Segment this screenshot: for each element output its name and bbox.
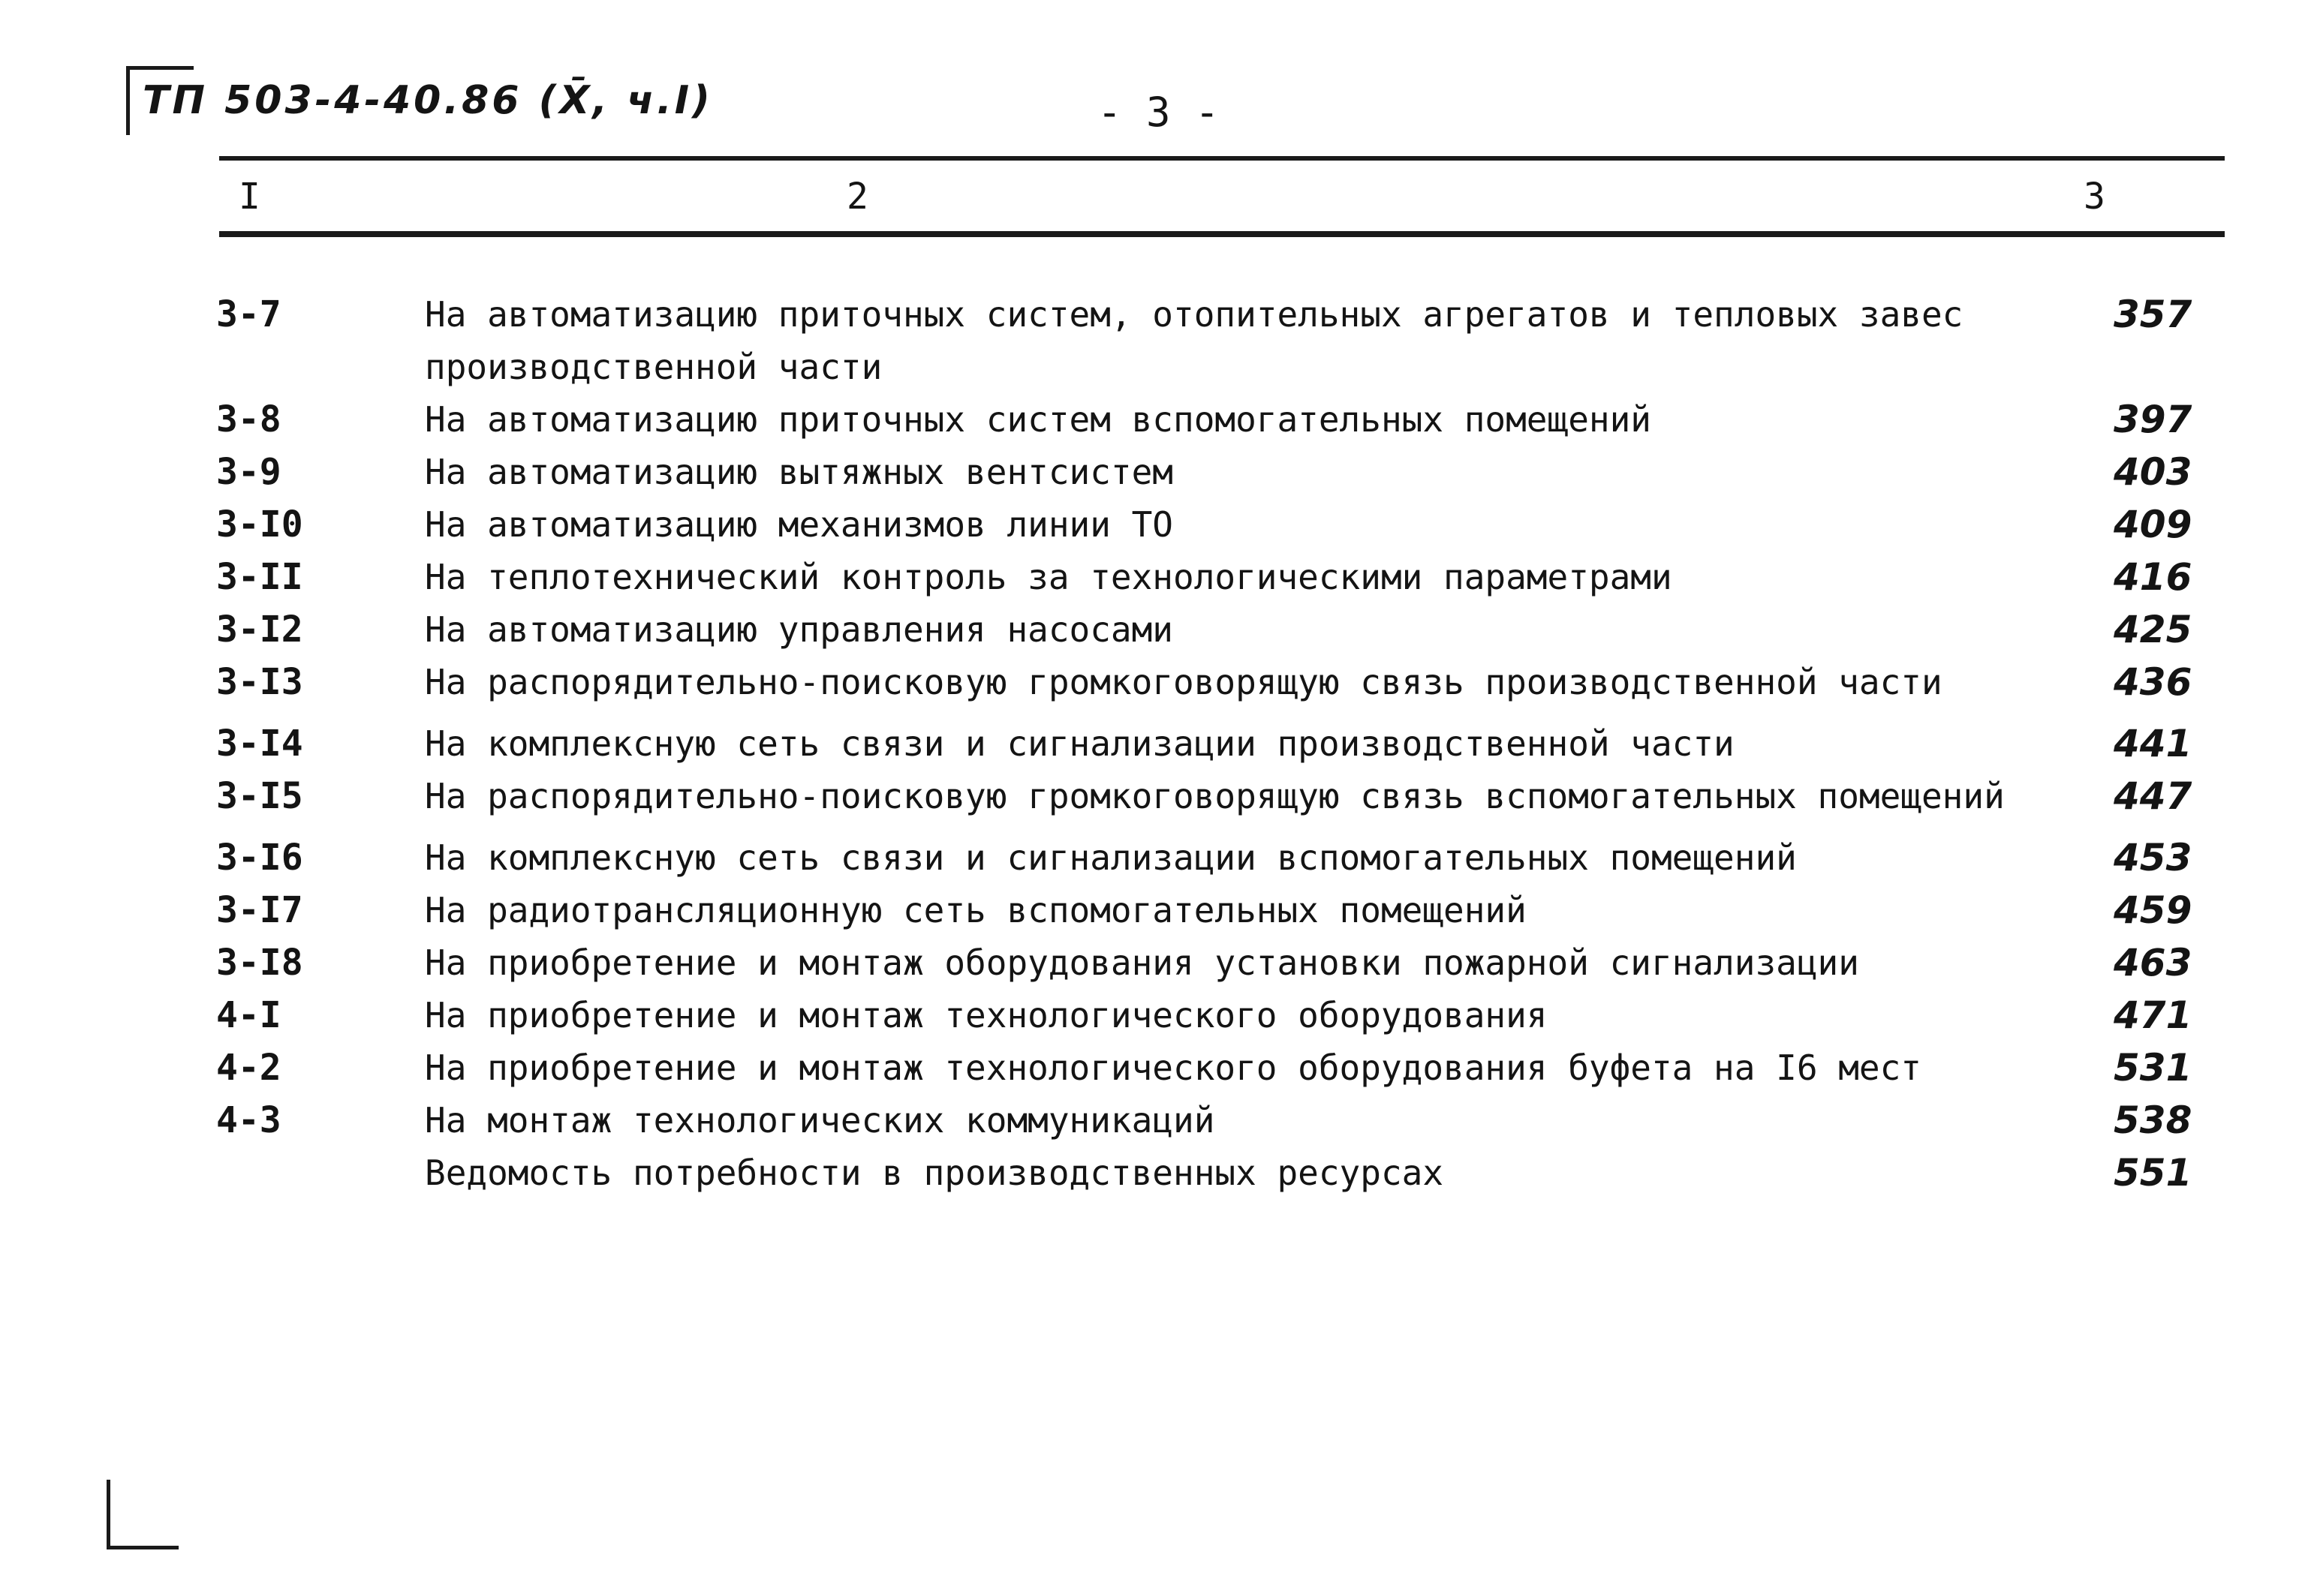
section-number: 3-II bbox=[216, 556, 303, 598]
section-title: На монтаж технологических коммуникаций bbox=[425, 1100, 1215, 1141]
toc-row bbox=[0, 770, 2305, 831]
document-code: ТП 503-4-40.86 (X̄, ч.I) bbox=[143, 78, 713, 123]
section-title: На теплотехнический контроль за технологическими параметрами bbox=[425, 557, 1672, 597]
section-number bbox=[0, 1147, 425, 1199]
section-number: 3-I0 bbox=[216, 503, 303, 546]
corner-mark-top-vertical bbox=[126, 66, 130, 135]
section-page: 471 bbox=[2114, 993, 2192, 1037]
toc-row bbox=[0, 831, 2305, 884]
section-page: 447 bbox=[2114, 774, 2192, 818]
toc-row bbox=[0, 603, 2305, 656]
section-page: 531 bbox=[2114, 1046, 2192, 1090]
section-page: 459 bbox=[2114, 888, 2192, 932]
section-title: На комплексную сеть связи и сигнализации производственной части bbox=[425, 723, 1735, 764]
section-number: 3-7 bbox=[216, 293, 281, 335]
section-number: 3-I5 bbox=[216, 775, 303, 817]
corner-mark-top-horizontal bbox=[126, 66, 194, 70]
column-header-1: I bbox=[239, 176, 260, 218]
section-number: 3-I6 bbox=[216, 837, 303, 879]
section-number: 4-3 bbox=[216, 1099, 281, 1141]
section-number: 3-I2 bbox=[216, 609, 303, 651]
section-number: 3-9 bbox=[216, 451, 281, 493]
section-page: 453 bbox=[2114, 836, 2192, 879]
toc-row bbox=[0, 989, 2305, 1041]
section-title: На радиотрансляционную сеть вспомогательных помещений bbox=[425, 890, 1527, 930]
toc-row bbox=[0, 446, 2305, 498]
section-page: 409 bbox=[2114, 503, 2192, 546]
page-number: - 3 - bbox=[1097, 89, 1220, 136]
section-title: Ведомость потребности в производственных ресурсах bbox=[425, 1153, 1444, 1193]
section-page: 357 bbox=[2114, 293, 2192, 336]
toc-row bbox=[0, 656, 2305, 717]
section-page: 425 bbox=[2114, 608, 2192, 651]
section-title: На приобретение и монтаж технологического оборудования bbox=[425, 995, 1548, 1035]
toc-row bbox=[0, 884, 2305, 936]
section-title: На приобретение и монтаж оборудования установки пожарной сигнализации bbox=[425, 942, 1859, 983]
section-number: 4-I bbox=[216, 994, 281, 1036]
section-title: На автоматизацию механизмов линии ТО bbox=[425, 504, 1173, 545]
section-title: На автоматизацию управления насосами bbox=[425, 609, 1173, 650]
table-header-rule bbox=[219, 231, 2225, 237]
section-page: 551 bbox=[2114, 1151, 2192, 1195]
section-number: 4-2 bbox=[216, 1047, 281, 1089]
corner-mark-bottom-horizontal bbox=[107, 1546, 179, 1549]
toc-row bbox=[0, 1041, 2305, 1094]
toc-row bbox=[0, 393, 2305, 446]
toc-row bbox=[0, 1147, 2305, 1199]
section-title: На автоматизацию приточных систем, отопительных агрегатов и тепловых завес производственной части bbox=[425, 294, 1963, 387]
table-top-rule bbox=[219, 156, 2225, 161]
section-page: 463 bbox=[2114, 941, 2192, 984]
column-header-2: 2 bbox=[847, 176, 868, 218]
section-title: На распорядительно-поисковую громкоговорящую связь вспомогательных помещений bbox=[425, 776, 2005, 816]
toc-row bbox=[0, 936, 2305, 989]
corner-mark-bottom-vertical bbox=[107, 1480, 110, 1549]
section-page: 436 bbox=[2114, 660, 2192, 704]
section-title: На автоматизацию приточных систем вспомогательных помещений bbox=[425, 399, 1651, 440]
section-number: 3-8 bbox=[216, 398, 281, 440]
section-number: 3-I4 bbox=[216, 723, 303, 765]
toc-row bbox=[0, 717, 2305, 770]
section-number: 3-I8 bbox=[216, 942, 303, 984]
section-page: 538 bbox=[2114, 1099, 2192, 1142]
section-page: 416 bbox=[2114, 555, 2192, 599]
section-title: На приобретение и монтаж технологического оборудования буфета на I6 мест bbox=[425, 1047, 1921, 1088]
toc-row bbox=[0, 498, 2305, 551]
column-header-3: 3 bbox=[2084, 176, 2105, 218]
section-title: На автоматизацию вытяжных вентсистем bbox=[425, 452, 1173, 492]
table-of-contents bbox=[0, 288, 2305, 1199]
toc-row bbox=[0, 288, 2305, 393]
toc-row bbox=[0, 551, 2305, 603]
section-page: 397 bbox=[2114, 398, 2192, 441]
section-page: 441 bbox=[2114, 722, 2192, 765]
section-number: 3-I3 bbox=[216, 661, 303, 703]
toc-row bbox=[0, 1094, 2305, 1147]
section-title: На комплексную сеть связи и сигнализации вспомогательных помещений bbox=[425, 837, 1797, 878]
section-number: 3-I7 bbox=[216, 889, 303, 931]
section-title: На распорядительно-поисковую громкоговорящую связь производственной части bbox=[425, 662, 1942, 702]
section-page: 403 bbox=[2114, 450, 2192, 494]
